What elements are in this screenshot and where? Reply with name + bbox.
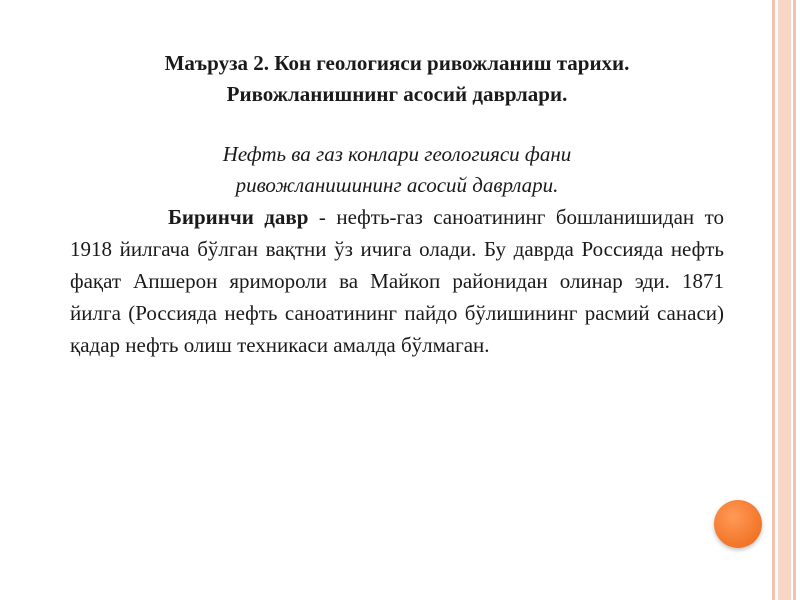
decorative-orange-circle [714, 500, 762, 548]
body-lead-term: Биринчи давр [168, 205, 309, 229]
slide-title [70, 48, 724, 110]
slide-subtitle-line2: ривожланишининг асосий даврлари. [235, 173, 559, 197]
slide-subtitle [70, 139, 724, 201]
slide-title-line1: Маъруза 2. Кон геологияси ривожланиш тарихи. [164, 51, 630, 75]
slide-title-line2: Ривожланишнинг асосий даврлари. [226, 82, 568, 106]
slide-subtitle-line1: Нефть ва газ конлари геологияси фани [222, 142, 572, 166]
body-text: - нефть-газ саноатининг бошланишидан то 1918 йилгача бўлган вақтни ўз ичига олади. Бу даврда Россияда нефть фақат Апшерон яримороли ва Майкоп районидан олинар эди. 1871 йилга (Россияда нефть саноатининг пайдо бўлишининг расмий санаси) қадар нефть олиш техникаси амалда бўлмаган. [70, 205, 724, 357]
slide-body-paragraph [70, 201, 724, 361]
decorative-stripe-left [772, 0, 775, 600]
decorative-stripe-middle [778, 0, 791, 600]
slide-content [70, 48, 724, 361]
decorative-stripe-right [793, 0, 796, 600]
